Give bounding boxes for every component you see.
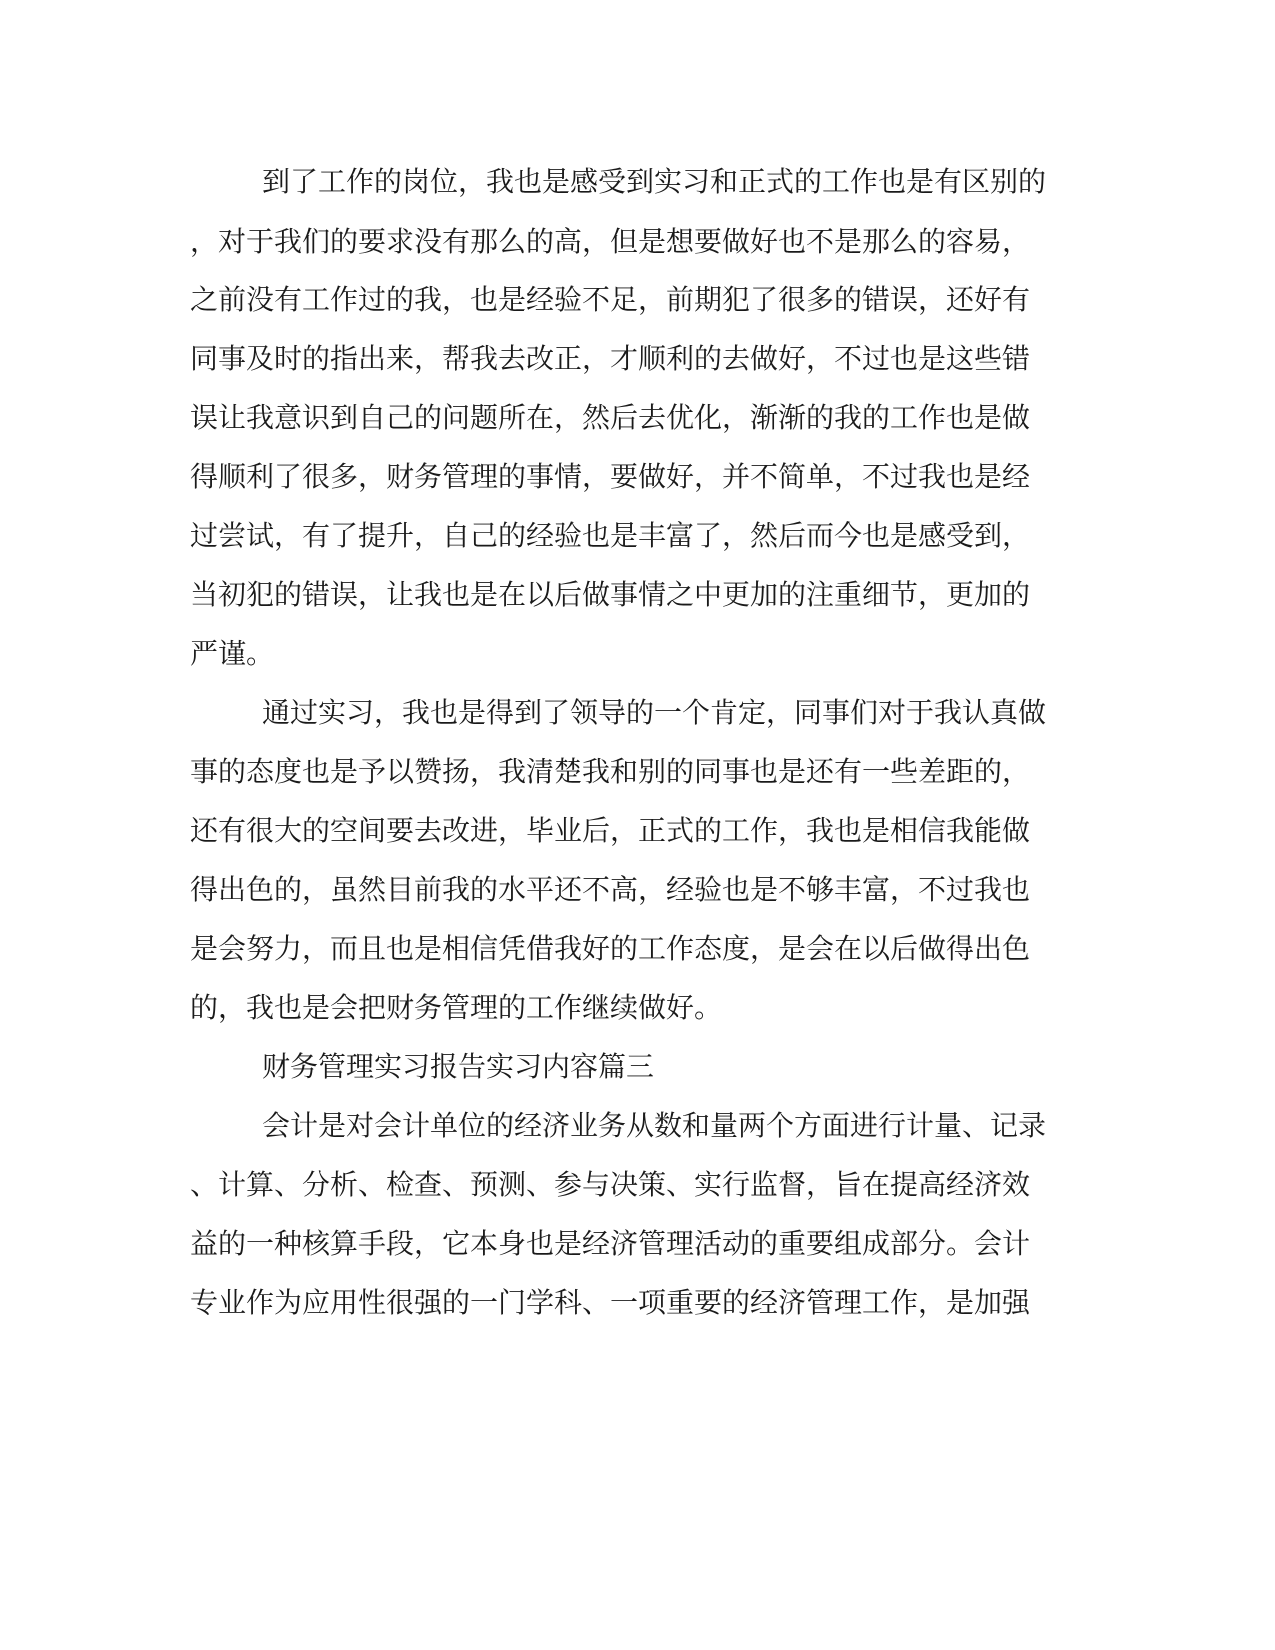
paragraph-1-line-2: ，对于我们的要求没有那么的高，但是想要做好也不是那么的容易，	[190, 225, 1031, 258]
paragraph-1-line-1: 到了工作的岗位，我也是感受到实习和正式的工作也是有区别的	[262, 165, 1047, 198]
paragraph-1-line-4: 同事及时的指出来，帮我去改正，才顺利的去做好，不过也是这些错	[190, 342, 1031, 375]
paragraph-1-line-3: 之前没有工作过的我，也是经验不足，前期犯了很多的错误，还好有	[190, 283, 1031, 316]
paragraph-3-line-1: 会计是对会计单位的经济业务从数和量两个方面进行计量、记录	[262, 1109, 1047, 1142]
paragraph-2-line-1: 通过实习，我也是得到了领导的一个肯定，同事们对于我认真做	[262, 696, 1047, 729]
paragraph-3-line-4: 专业作为应用性很强的一门学科、一项重要的经济管理工作，是加强	[190, 1286, 1031, 1319]
paragraph-2-line-2: 事的态度也是予以赞扬，我清楚我和别的同事也是还有一些差距的，	[190, 755, 1031, 788]
paragraph-3-line-2: 、计算、分析、检查、预测、参与决策、实行监督，旨在提高经济效	[190, 1168, 1031, 1201]
paragraph-1-line-9: 严谨。	[190, 637, 275, 670]
paragraph-2-line-6: 的，我也是会把财务管理的工作继续做好。	[190, 991, 723, 1024]
paragraph-2-line-3: 还有很大的空间要去改进，毕业后，正式的工作，我也是相信我能做	[190, 814, 1031, 847]
paragraph-1-line-6: 得顺利了很多，财务管理的事情，要做好，并不简单，不过我也是经	[190, 460, 1031, 493]
paragraph-2-line-5: 是会努力，而且也是相信凭借我好的工作态度，是会在以后做得出色	[190, 932, 1031, 965]
section-heading: 财务管理实习报告实习内容篇三	[262, 1050, 655, 1083]
paragraph-3-line-3: 益的一种核算手段，它本身也是经济管理活动的重要组成部分。会计	[190, 1227, 1031, 1260]
paragraph-1-line-8: 当初犯的错误，让我也是在以后做事情之中更加的注重细节，更加的	[190, 578, 1031, 611]
paragraph-2-line-4: 得出色的，虽然目前我的水平还不高，经验也是不够丰富，不过我也	[190, 873, 1031, 906]
paragraph-1-line-5: 误让我意识到自己的问题所在，然后去优化，渐渐的我的工作也是做	[190, 401, 1031, 434]
paragraph-1-line-7: 过尝试，有了提升，自己的经验也是丰富了，然后而今也是感受到，	[190, 519, 1031, 552]
